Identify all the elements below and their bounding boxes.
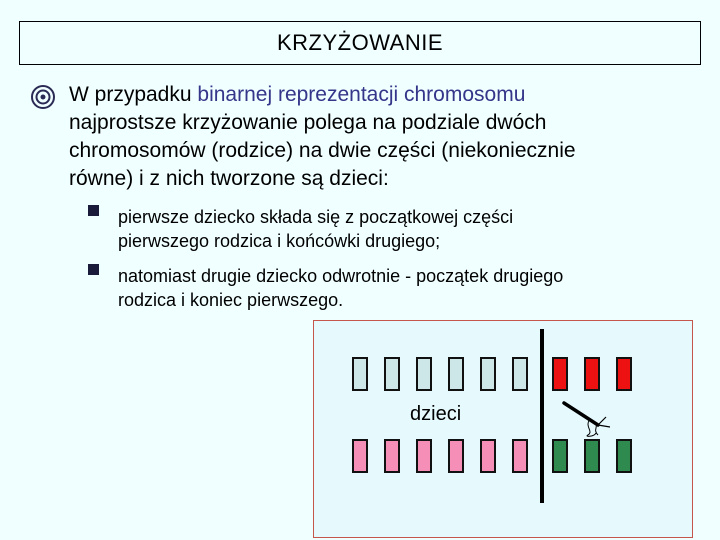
bottom-chromosome-gene-1 (352, 439, 368, 473)
sub-bullet-1 (118, 205, 698, 253)
slide-title-text: KRZYŻOWANIE (276, 30, 444, 55)
bottom-chromosome-gene-8 (584, 439, 600, 473)
top-chromosome-gene-4 (448, 357, 464, 391)
bottom-chromosome-gene-5 (480, 439, 496, 473)
bottom-chromosome-gene-7 (552, 439, 568, 473)
top-chromosome-gene-7 (552, 357, 568, 391)
bottom-chromosome-gene-9 (616, 439, 632, 473)
slide-title (19, 21, 701, 65)
top-chromosome-gene-2 (384, 357, 400, 391)
intro-line-3: chromosomów (rodzice) na dwie części (niekoniecznie (69, 139, 576, 162)
top-chromosome-gene-5 (480, 357, 496, 391)
sub-bullet-1-line-2: pierwszego rodzica i końcówki drugiego; (118, 231, 441, 251)
intro-line-1 (69, 81, 699, 109)
intro-highlight: binarnej reprezentacji chromosomu (197, 83, 526, 106)
bottom-chromosome-gene-3 (416, 439, 432, 473)
children-label: dzieci (410, 403, 462, 425)
square-bullet-icon (88, 264, 99, 275)
crossover-cut-line (540, 329, 544, 503)
intro-paragraph (69, 81, 699, 193)
sub-bullet-1-line-1: pierwsze dziecko składa się z początkowej części (118, 207, 514, 227)
sub-bullet-2-line-2: rodzica i koniec pierwszego. (118, 290, 344, 310)
bottom-chromosome-gene-2 (384, 439, 400, 473)
top-chromosome-gene-1 (352, 357, 368, 391)
bottom-chromosome-gene-6 (512, 439, 528, 473)
top-chromosome-gene-9 (616, 357, 632, 391)
target-bullet-icon (30, 84, 56, 110)
top-chromosome-gene-6 (512, 357, 528, 391)
top-chromosome-gene-3 (416, 357, 432, 391)
intro-line-4: równe) i z nich tworzone są dzieci: (69, 167, 389, 190)
sub-bullet-2-line-1: natomiast drugie dziecko odwrotnie - początek drugiego (118, 266, 564, 286)
intro-prefix: W przypadku (69, 83, 198, 106)
square-bullet-icon (88, 205, 99, 216)
top-chromosome-gene-8 (584, 357, 600, 391)
sub-bullet-2 (118, 264, 698, 312)
bottom-chromosome-gene-4 (448, 439, 464, 473)
crossover-diagram (313, 320, 693, 538)
scissors-icon (554, 397, 614, 439)
intro-line-2: najprostsze krzyżowanie polega na podziale dwóch (69, 111, 547, 134)
